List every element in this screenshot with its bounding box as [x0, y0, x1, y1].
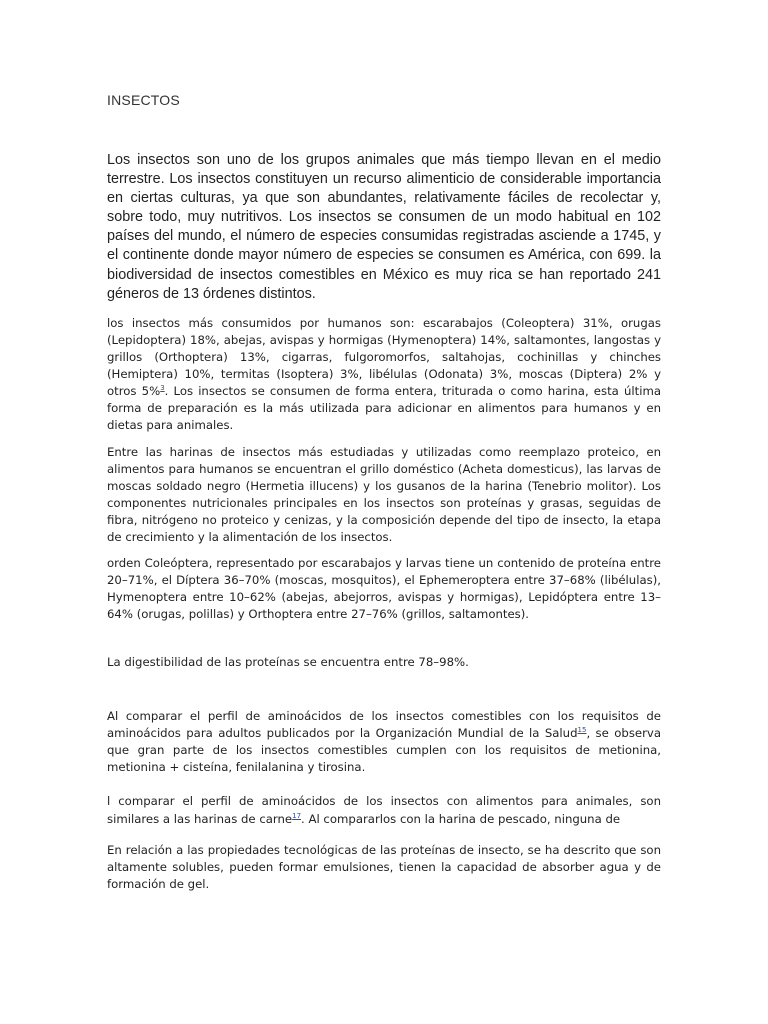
paragraph-flours: Entre las harinas de insectos más estudiadas y utilizadas como reemplazo proteico, en alimentos para humanos se encuentran el grillo doméstico (Acheta domesticus), las larvas de moscas soldado negro (Hermetia illucens) y los gusanos de la harina (Tenebrio molitor). Los componentes nutricionales principales en los insectos son proteínas y grasas, seguidas de fibra, nitrógeno no proteico y cenizas, y la composición depende del tipo de insecto, la etapa de crecimiento y la alimentación de los insectos. [107, 445, 661, 544]
footnote-link[interactable]: 15 [577, 726, 587, 735]
paragraph-text: . Los insectos se consumen de forma entera, triturada o como harina, esta última forma de preparación es la más utilizada para adicionar en alimentos para humanos y en dietas para animales. [107, 384, 661, 432]
paragraph-protein-content: orden Coleóptera, representado por escarabajos y larvas tiene un contenido de proteína entre 20–71%, el Díptera 36–70% (moscas, mosquitos), el Ephemeroptera entre 37–68% (libélulas), Hymenoptera entre 10–62% (abejas, abejorros, avispas y hormigas), Lepidóptera entre 13–64% (orugas, polillas) y Orthoptera entre 27–76% (grillos, saltamontes). [107, 556, 661, 621]
footnote-link[interactable]: 3 [160, 384, 165, 393]
paragraph-digestibility: La digestibilidad de las proteínas se encuentra entre 78–98%. [107, 655, 469, 669]
paragraph-text: , se observa que gran parte de los insectos comestibles cumplen con los requisitos de metionina, metionina + cisteína, fenilalanina y tirosina. [107, 726, 661, 774]
paragraph-text: . Al compararlos con la harina de pescado, ninguna de [301, 811, 621, 826]
paragraph-amino-acids-feed [107, 793, 661, 828]
paragraph-amino-acids-who [107, 708, 661, 776]
paragraph-text: los insectos más consumidos por humanos son: escarabajos (Coleoptera) 31%, orugas (Lepidoptera) 18%, abejas, avispas y hormigas (Hymenoptera) 14%, saltamontes, langostas y grillos (Orthoptera) 13%, cigarras, fulgoromorfos, saltahojas, cochinillas y chinches (Hemiptera) 10%, termitas (Isoptera) 3%, libélulas (Odonata) 3%, moscas (Diptera) 2% y otros 5% [107, 316, 661, 398]
lead-paragraph: Los insectos son uno de los grupos animales que más tiempo llevan en el medio terrestre. Los insectos constituyen un recurso alimenticio de considerable importancia en ciertas culturas, ya que son abundantes, relativamente fáciles de recolectar y, sobre todo, muy nutritivos. Los insectos se consumen de un modo habitual en 102 países del mundo, el número de especies consumidas registradas asciende a 1745, y el continente donde mayor número de especies se consumen es América, con 699. la biodiversidad de insectos comestibles en México es muy rica se han reportado 241 géneros de 13 órdenes distintos. [107, 152, 661, 302]
paragraph-text: Al comparar el perfil de aminoácidos de los insectos comestibles con los requisitos de aminoácidos para adultos publicados por la Organización Mundial de la Salud [107, 709, 661, 740]
paragraph-consumption [107, 315, 661, 434]
document-title: INSECTOS [107, 92, 180, 108]
footnote-link[interactable]: 17 [292, 811, 302, 820]
paragraph-technological-properties: En relación a las propiedades tecnológicas de las proteínas de insecto, se ha descrito que son altamente solubles, pueden formar emulsiones, tienen la capacidad de absorber agua y de formación de gel. [107, 843, 661, 891]
paragraph-text: l comparar el perfil de aminoácidos de los insectos con alimentos para animales, son similares a las harinas de carne [107, 794, 661, 826]
